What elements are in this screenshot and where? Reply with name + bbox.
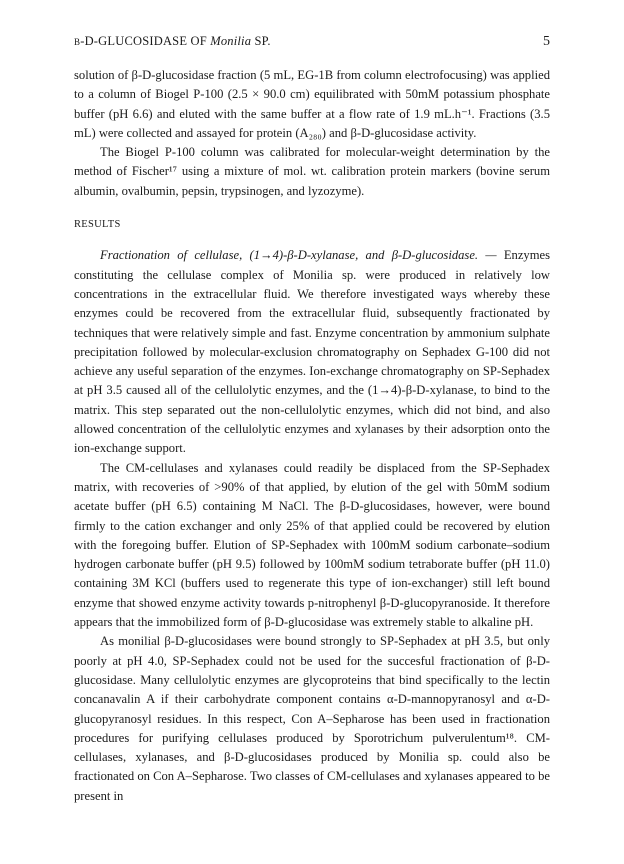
running-head	[74, 34, 550, 52]
running-title-prefix: β-D-GLUCOSIDASE OF	[74, 34, 211, 48]
page-number: 5	[543, 34, 550, 49]
running-title-suffix: SP.	[251, 34, 271, 48]
subsection-title: Fractionation of cellulase, (1→4)-β-D-xylanase, and β-D-glucosidase. —	[100, 248, 497, 263]
running-title-genus: Monilia	[210, 34, 252, 48]
paragraph-fractionation-body: Enzymes constituting the cellulase complex of Monilia sp. were produced in relatively low concentrations in the extracellular fluid. We therefore investigated ways whereby these enzymes could be recovered from the extracellular fluid, subsequently fractionated by techniques that were relatively simple and fast. Enzyme concentration by ammonium sulphate precipitation followed by molecular-exclusion chromatography on Sephadex G-100 did not achieve any useful separation of the enzymes. Ion-exchange chromatography on SP-Sephadex at pH 3.5 caused all of the cellulolytic enzymes, and the (1→4)-β-D-xylanase, to bind to the matrix. This step separated out the non-cellulolytic enzymes, which did not bind, and also allowed concentration of the cellulolytic enzymes and xylanases by their adsorption onto the ion-exchange support.	[74, 248, 550, 456]
running-title	[74, 34, 271, 49]
paragraph-elution: The CM-cellulases and xylanases could readily be displaced from the SP-Sephadex matrix, with recoveries of >90% of that applied, by elution of the gel with 50mM sodium acetate buffer (pH 6.5) containing M NaCl. The β-D-glucosidases, however, were bound firmly to the cation exchanger and only 25% of that applied could be recovered by elution with the foregoing buffer. Elution of SP-Sephadex with 100mM sodium carbonate–sodium hydrogen carbonate buffer (pH 9.5) followed by 100mM sodium tetraborate buffer (pH 11.0) containing 3M KCl (buffers used to regenerate this type of ion-exchanger) still left bound enzyme that showed enzyme activity towards p-nitrophenyl β-D-glucopyranoside. It therefore appears that the immobilized form of β-D-glucosidase was extremely stable to alkaline pH.	[74, 460, 550, 630]
body-text	[74, 66, 550, 806]
paragraph-fractionation	[74, 246, 550, 458]
section-heading-results: RESULTS	[74, 219, 121, 231]
paragraph-con-a-sepharose: As monilial β-D-glucosidases were bound strongly to SP-Sephadex at pH 3.5, but only poorly at pH 4.0, SP-Sephadex could not be used for the succesful fractionation of β-D-glucosidase. Many cellulolytic enzymes are glycoproteins that bind specifically to the lectin concanavalin A if their carbohydrate component contains α-D-mannopyranosyl and α-D-glucopyranosyl residues. In this respect, Con A–Sepharose has been used in fractionation procedures for purifying cellulases produced by Sporotrichum pulverulentum¹⁸. CM-cellulases, xylanases, and β-D-glucosidases produced by Monilia sp. could also be fractionated on Con A–Sepharose. Two classes of CM-cellulases and xylanases appeared to be present in	[74, 634, 550, 803]
paragraph-methods-gel-filtration: solution of β-D-glucosidase fraction (5 mL, EG-1B from column electrofocusing) was applied to a column of Biogel P-100 (2.5 × 90.0 cm) equilibrated with 50mM potassium phosphate buffer (pH 6.6) and eluted with the same buffer at a flow rate of 1.9 mL.h⁻¹. Fractions (3.5 mL) were collected and assayed for protein (A₂₈₀) and β-D-glucosidase activity.	[74, 68, 550, 140]
paragraph-column-calibration: The Biogel P-100 column was calibrated for molecular-weight determination by the method of Fischer¹⁷ using a mixture of mol. wt. calibration protein markers (bovine serum albumin, ovalbumin, pepsin, trypsinogen, and lyzozyme).	[74, 145, 550, 198]
